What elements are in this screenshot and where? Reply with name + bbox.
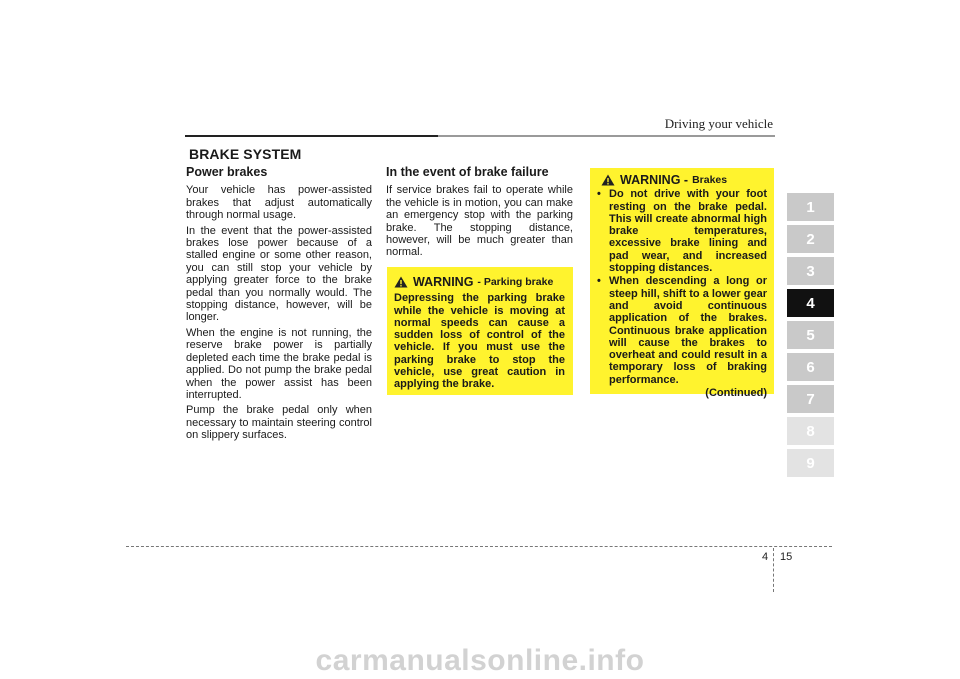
chapter-tab-3[interactable]: 3 xyxy=(787,257,834,285)
continued-note: (Continued) xyxy=(705,387,767,400)
brakes-warning-box xyxy=(590,168,774,400)
power-brakes-paragraph: Pump the brake pedal only when necessary to maintain steering control on slippery surfaces. xyxy=(186,404,372,442)
bullet-text: Do not drive with your foot resting on the brake pedal. This will create abnormal high brake temperatures, excessive brake lining and pad wear, and increased stopping distances. xyxy=(609,188,767,275)
brake-failure-column xyxy=(386,166,573,262)
header-rule-light xyxy=(438,135,775,137)
running-header: Driving your vehicle xyxy=(664,116,773,131)
warning-triangle-icon xyxy=(601,174,615,186)
header-rule xyxy=(185,135,438,137)
warning-header xyxy=(394,276,565,288)
bullet-icon: • xyxy=(597,275,601,288)
chapter-tab-2[interactable]: 2 xyxy=(787,225,834,253)
list-item xyxy=(597,275,767,386)
warning-subtitle: Brakes xyxy=(692,174,728,186)
chapter-tab-9[interactable]: 9 xyxy=(787,449,834,477)
warning-body: Depressing the parking brake while the vehicle is moving at normal speeds can cause a sudden loss of control of the vehicle. If you must use the parking brake to stop the vehicle, use great caution in applying the brake. xyxy=(394,292,565,391)
chapter-tab-8[interactable]: 8 xyxy=(787,417,834,445)
chapter-tab-1[interactable]: 1 xyxy=(787,193,834,221)
brake-failure-heading: In the event of brake failure xyxy=(386,165,549,179)
section-title: BRAKE SYSTEM xyxy=(189,146,302,162)
bullet-text: When descending a long or steep hill, shift to a lower gear and avoid continuous application of the brakes. Continuous brake application will cause the brakes to overheat and could result in a temporary loss of braking performance. xyxy=(609,275,767,386)
chapter-tab-6[interactable]: 6 xyxy=(787,353,834,381)
power-brakes-column xyxy=(186,166,372,445)
list-item xyxy=(597,188,767,274)
power-brakes-paragraph: In the event that the power-assisted brakes lose power because of a stalled engine or some other reason, you can still stop your vehicle by applying greater force to the brake pedal than you normally would. The stopping distance, however, will be longer. xyxy=(186,224,372,324)
page-number-divider xyxy=(773,548,774,592)
footer-page-number: 15 xyxy=(780,551,793,563)
warning-subtitle: - Parking brake xyxy=(477,276,554,288)
footer-chapter-number: 4 xyxy=(762,551,769,563)
power-brakes-paragraph: When the engine is not running, the reserve brake power is partially depleted each time the brake pedal is applied. Do not pump the brake pedal when the power assist has been interrupted. xyxy=(186,326,372,401)
chapter-tab-5[interactable]: 5 xyxy=(787,321,834,349)
chapter-tabs xyxy=(787,193,834,481)
chapter-tab-4[interactable]: 4 xyxy=(787,289,834,317)
warning-title: WARNING xyxy=(413,275,474,289)
footer-rule xyxy=(126,546,832,547)
bullet-icon: • xyxy=(597,188,601,201)
chapter-tab-7[interactable]: 7 xyxy=(787,385,834,413)
power-brakes-paragraph: Your vehicle has power-assisted brakes that adjust automatically through normal usage. xyxy=(186,184,372,222)
parking-brake-warning-box xyxy=(387,267,573,395)
watermark: carmanualsonline.info xyxy=(315,644,645,677)
warning-header xyxy=(601,174,767,186)
power-brakes-heading: Power brakes xyxy=(186,165,268,179)
brake-failure-paragraph: If service brakes fail to operate while the vehicle is in motion, you can make an emergency stop with the parking brake. The stopping distance, however, will be much greater than normal. xyxy=(386,184,573,259)
warning-triangle-icon xyxy=(394,276,408,288)
warning-title: WARNING - xyxy=(620,173,689,187)
